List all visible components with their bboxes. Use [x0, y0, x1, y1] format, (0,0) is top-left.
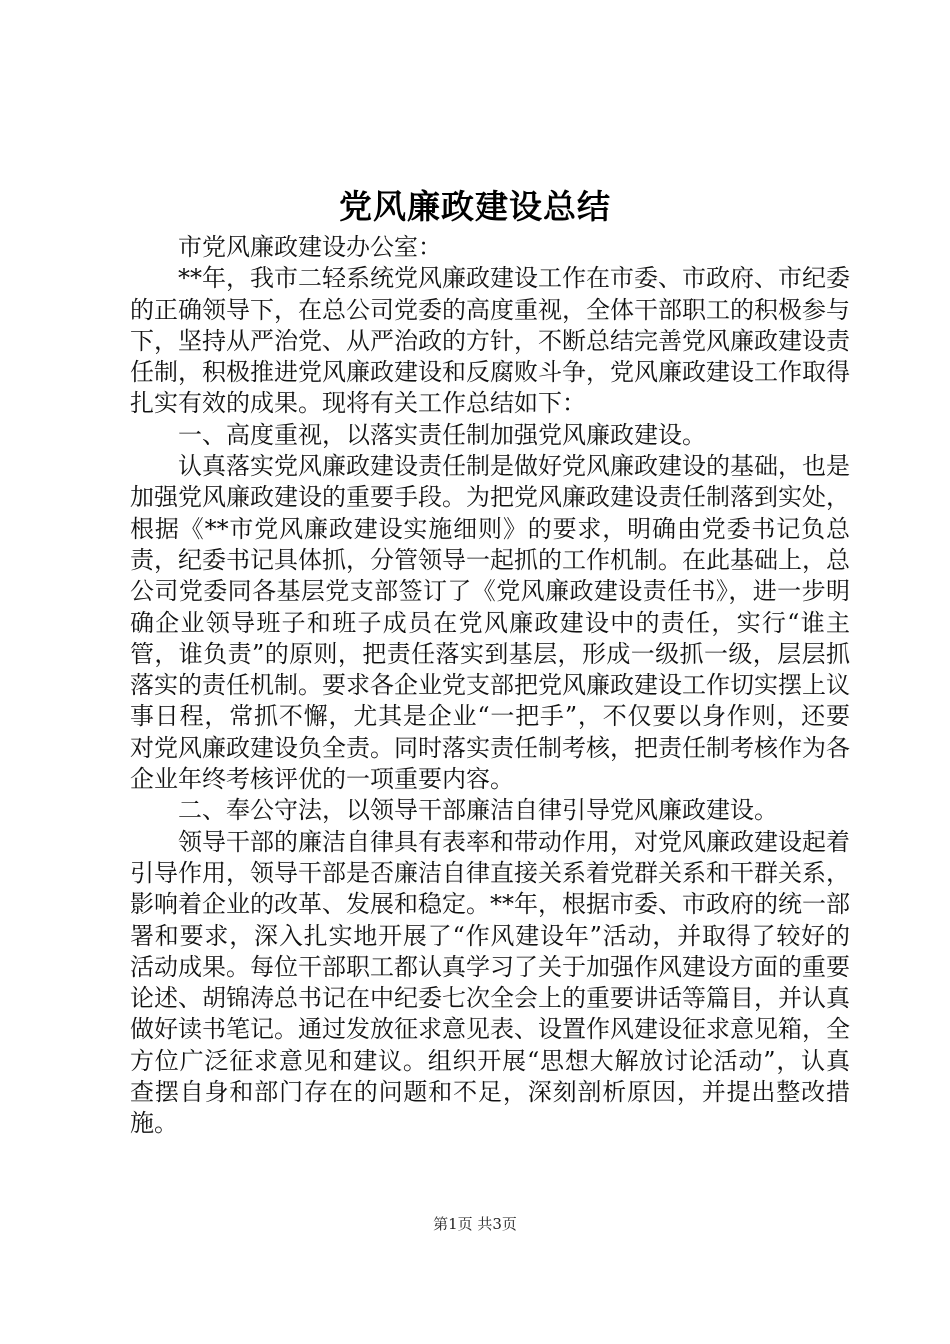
page-number-footer: 第1页 共3页 — [433, 1215, 517, 1233]
salutation: 市党风廉政建设办公室： — [178, 233, 442, 261]
section-paragraph-1: 认真落实党风廉政建设责任制是做好党风廉政建设的基础，也是加强党风廉政建设的重要手段。为把党风廉政建设责任制落到实处，根据《**市党风廉政建设实施细则》的要求，明确由党委书记负总责，纪委书记具体抓，分管领导一起抓的工作机制。在此基础上，总公司党委同各基层党支部签订了《党风廉政建设责任书》，进一步明确企业领导班子和班子成员在党风廉政建设中的责任，实行“谁主管，谁负责”的原则，把责任落实到基层，形成一级抓一级，层层抓落实的责任机制。要求各企业党支部把党风廉政建设工作切实摆上议事日程，常抓不懈，尤其是企业“一把手”，不仅要以身作则，还要对党风廉政建设负全责。同时落实责任制考核，把责任制考核作为各企业年终考核评优的一项重要内容。 — [130, 452, 850, 794]
document-title: 党风廉政建设总结 — [339, 187, 611, 226]
section-paragraph-2: 领导干部的廉洁自律具有表率和带动作用，对党风廉政建设起着引导作用，领导干部是否廉洁自律直接关系着党群关系和干群关系，影响着企业的改革、发展和稳定。**年，根据市委、市政府的统一部署和要求，深入扎实地开展了“作风建设年”活动，并取得了较好的活动成果。每位干部职工都认真学习了关于加强作风建设方面的重要论述、胡锦涛总书记在中纪委七次全会上的重要讲话等篇目，并认真做好读书笔记。通过发放征求意见表、设置作风建设征求意见箱，全方位广泛征求意见和建议。组织开展“思想大解放讨论活动”，认真查摆自身和部门存在的问题和不足，深刻剖析原因，并提出整改措施。 — [130, 827, 850, 1138]
document-body — [130, 232, 850, 1140]
section-heading-1: 一、高度重视，以落实责任制加强党风廉政建设。 — [178, 420, 706, 449]
intro-paragraph: **年，我市二轻系统党风廉政建设工作在市委、市政府、市纪委的正确领导下，在总公司党委的高度重视，全体干部职工的积极参与下，坚持从严治党、从严治政的方针，不断总结完善党风廉政建设责任制，积极推进党风廉政建设和反腐败斗争，党风廉政建设工作取得扎实有效的成果。现将有关工作总结如下： — [130, 264, 850, 418]
section-heading-2: 二、奉公守法，以领导干部廉洁自律引导党风廉政建设。 — [178, 796, 778, 825]
